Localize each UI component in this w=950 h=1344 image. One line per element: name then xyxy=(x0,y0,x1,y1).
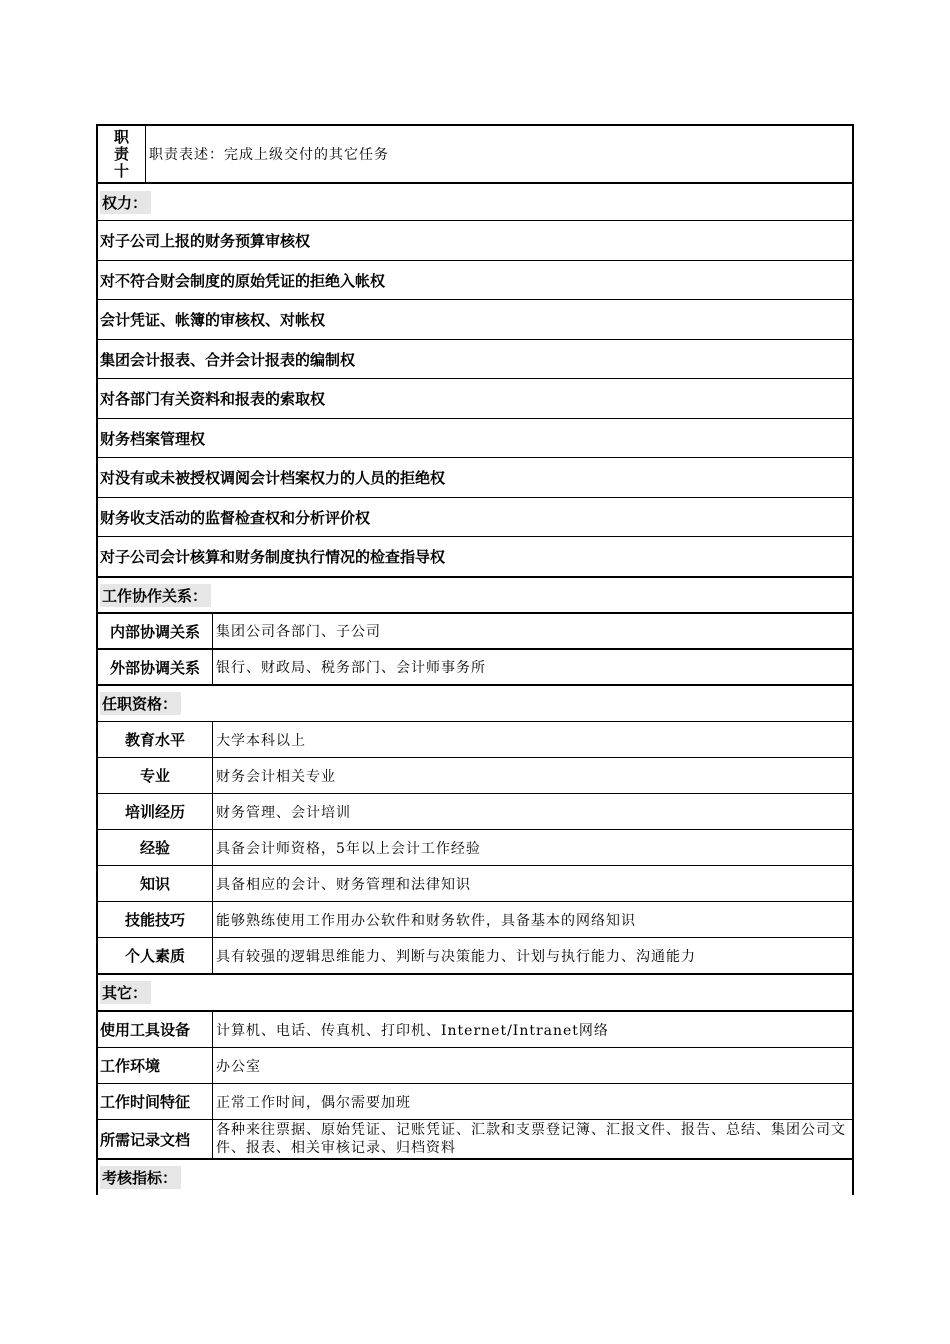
qualification-value: 大学本科以上 xyxy=(216,732,306,749)
qualification-row xyxy=(96,938,854,975)
duty-ten-description: 职责表述：完成上级交付的其它任务 xyxy=(149,147,389,163)
other-row xyxy=(96,1084,854,1120)
qualification-value: 具备相应的会计、财务管理和法律知识 xyxy=(216,876,471,893)
qualification-row xyxy=(96,830,854,866)
authority-item xyxy=(96,261,854,300)
other-value: 办公室 xyxy=(216,1058,261,1075)
duty-ten-label xyxy=(98,126,146,182)
authority-item xyxy=(96,498,854,537)
other-row xyxy=(96,1048,854,1084)
qualification-label: 经验 xyxy=(98,830,213,865)
authority-section-header xyxy=(96,184,854,221)
cooperation-section-header xyxy=(96,578,854,614)
other-section-header xyxy=(96,975,854,1012)
qualification-label: 个人素质 xyxy=(98,938,213,973)
authority-item xyxy=(96,300,854,340)
assessment-header: 考核指标： xyxy=(100,1166,181,1189)
qualification-row xyxy=(96,758,854,794)
qualifications-header: 任职资格： xyxy=(100,692,181,715)
qualification-row xyxy=(96,902,854,938)
qualification-value: 财务管理、会计培训 xyxy=(216,804,351,821)
authority-item-text: 对没有或未被授权调阅会计档案权力的人员的拒绝权 xyxy=(100,469,446,487)
other-label: 使用工具设备 xyxy=(98,1012,213,1047)
other-header: 其它： xyxy=(100,981,151,1004)
other-value: 计算机、电话、传真机、打印机、Internet/Intranet网络 xyxy=(216,1022,609,1039)
qualification-row xyxy=(96,794,854,830)
qualification-label: 专业 xyxy=(98,758,213,793)
authority-item xyxy=(96,221,854,261)
cooperation-label: 内部协调关系 xyxy=(98,614,213,648)
authority-item-text: 集团会计报表、合并会计报表的编制权 xyxy=(100,350,356,369)
cooperation-value: 集团公司各部门、子公司 xyxy=(216,624,381,640)
qualification-label: 技能技巧 xyxy=(98,902,213,937)
cooperation-header: 工作协作关系： xyxy=(100,584,211,607)
qualifications-section-header xyxy=(96,686,854,722)
other-label: 所需记录文档 xyxy=(98,1120,213,1158)
authority-item-text: 对各部门有关资料和报表的索取权 xyxy=(100,390,326,408)
cooperation-row xyxy=(96,614,854,650)
authority-item-text: 对子公司会计核算和财务制度执行情况的检查指导权 xyxy=(100,548,446,566)
duty-ten-label-char-1: 职 xyxy=(113,127,129,146)
authority-item-text: 会计凭证、帐簿的审核权、对帐权 xyxy=(100,311,326,329)
other-label: 工作环境 xyxy=(98,1048,213,1083)
authority-item xyxy=(96,340,854,379)
authority-item-text: 财务收支活动的监督检查权和分析评价权 xyxy=(100,508,371,527)
qualification-value: 具有较强的逻辑思维能力、判断与决策能力、计划与执行能力、沟通能力 xyxy=(216,948,696,965)
cooperation-row xyxy=(96,650,854,686)
authority-item-text: 对子公司上报的财务预算审核权 xyxy=(100,232,311,250)
qualification-value: 具备会计师资格，5年以上会计工作经验 xyxy=(216,840,481,857)
duty-ten-row xyxy=(96,124,854,184)
other-row xyxy=(96,1012,854,1048)
qualification-label: 培训经历 xyxy=(98,794,213,829)
qualification-row xyxy=(96,722,854,758)
authority-header: 权力： xyxy=(100,191,151,214)
qualification-value: 财务会计相关专业 xyxy=(216,768,336,785)
authority-item xyxy=(96,419,854,458)
authority-item xyxy=(96,458,854,498)
job-description-table xyxy=(96,124,854,1195)
other-row xyxy=(96,1120,854,1160)
authority-item-text: 财务档案管理权 xyxy=(100,429,206,448)
cooperation-label: 外部协调关系 xyxy=(98,650,213,684)
qualification-label: 教育水平 xyxy=(98,722,213,757)
authority-item xyxy=(96,379,854,419)
qualification-label: 知识 xyxy=(98,866,213,901)
qualification-row xyxy=(96,866,854,902)
authority-item-text: 对不符合财会制度的原始凭证的拒绝入帐权 xyxy=(100,271,386,290)
authority-item xyxy=(96,537,854,578)
duty-ten-label-char-3: 十 xyxy=(113,161,129,180)
cooperation-value: 银行、财政局、税务部门、会计师事务所 xyxy=(216,660,486,676)
other-value: 各种来往票据、原始凭证、记账凭证、汇款和支票登记簿、汇报文件、报告、总结、集团公司文件、报表、相关审核记录、归档资料 xyxy=(216,1122,846,1156)
other-value: 正常工作时间，偶尔需要加班 xyxy=(216,1094,411,1111)
assessment-section-header xyxy=(96,1160,854,1195)
other-label: 工作时间特征 xyxy=(98,1084,213,1119)
qualification-value: 能够熟练使用工作用办公软件和财务软件，具备基本的网络知识 xyxy=(216,912,636,929)
duty-ten-label-char-2: 责 xyxy=(113,144,129,163)
